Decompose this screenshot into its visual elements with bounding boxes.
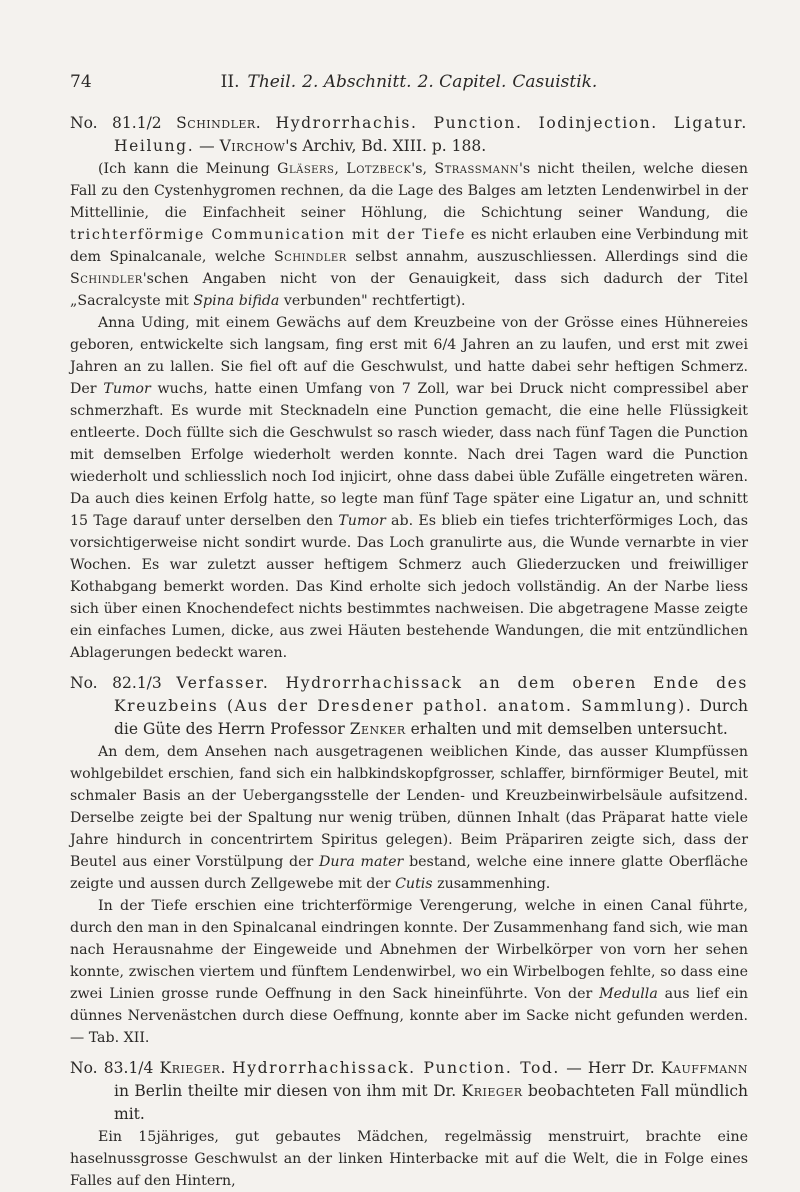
header-chapter: 2. Capitel. <box>417 72 507 92</box>
page-number: 74 <box>70 72 92 92</box>
case-reference: Durch die Güte des Herrn Professor Zenker erhalten und mit demselben untersucht. <box>114 697 748 738</box>
case-heading <box>70 112 748 158</box>
case-author: Schindler. <box>176 114 262 132</box>
case-title: Hydrorrhachissack. Punction. Tod. <box>232 1059 560 1077</box>
case-number-fraction: 1/2 <box>136 114 162 132</box>
running-header <box>70 72 748 96</box>
latin-term: Cutis <box>395 876 433 892</box>
reference-name: Zenker <box>349 720 406 738</box>
author-name: Schindler <box>273 249 347 265</box>
case-paragraph: (Ich kann die Meinung Gläsers, Lotzbeck's, Strassmann's nicht theilen, welche diesen Fall zu den Cystenhygromen rechnen, da die Lage des Balges am letzten Lendenwirbel in der Mittellinie, die Einfachheit seiner Höhlung, die Schichtung seiner Wandung, die trichterförmige Communication mit der Tiefe es nicht erlauben eine Verbindung mit dem Spinalcanale, welche Schindler selbst annahm, auszuschliessen. Allerdings sind die Schindler'schen Angaben nicht von der Genauigkeit, dass sich dadurch der Titel „Sacralcyste mit Spina bifida verbunden" rechtfertigt). <box>70 161 749 309</box>
case-entry-81 <box>70 112 748 664</box>
case-paragraph: Ein 15jähriges, gut gebautes Mädchen, regelmässig menstruirt, brachte eine haselnussgrosse Geschwulst an der linken Hinterbacke mit auf die Welt, die in Folge eines Falles auf den Hintern, <box>70 1129 748 1189</box>
header-section: 2. Abschnitt. <box>302 72 412 92</box>
case-paragraph: In der Tiefe erschien eine trichterförmige Verengerung, welche in einen Canal führte, durch den man in den Spinalcanal eindringen konnte. Der Zusammenhang fand sich, wie man nach Herausnahme der Eingeweide und Abnehmen der Wirbelkörper von vorn her sehen konnte, zwischen viertem und fünftem Lendenwirbel, wo ein Wirbelbogen fehlte, so dass eine zwei Linien grosse runde Oeffnung in den Sack hineinführte. Von der Medulla aus lief ein dünnes Nervenästchen durch diese Oeffnung, konnte aber im Sacke nicht gefunden werden. — Tab. XII. <box>70 898 748 1046</box>
case-number-fraction: 1/4 <box>128 1059 154 1077</box>
case-number: No. 82. <box>70 674 137 692</box>
header-theil: Theil. <box>247 72 297 92</box>
latin-term: Medulla <box>599 986 658 1002</box>
case-number-fraction: 1/3 <box>136 674 162 692</box>
author-name: Schindler <box>70 271 143 287</box>
case-heading <box>70 672 748 741</box>
case-entry-82 <box>70 672 748 1049</box>
header-topic: Casuistik. <box>512 72 598 92</box>
reference-name: Virchow <box>219 137 286 155</box>
author-name: Strassmann <box>434 161 520 177</box>
spaced-emphasis: trichterförmige Communication mit der Tiefe <box>70 227 467 243</box>
case-paragraph: An dem, dem Ansehen nach ausgetragenen weiblichen Kinde, das ausser Klumpfüssen wohlgebildet erschien, fand sich ein halbkindskopfgrosser, schlaffer, birnförmiger Beutel, mit schmaler Basis an der Uebergangsstelle der Lenden- und Kreuzbeinwirbelsäule aufsitzend. Derselbe zeigte bei der Spaltung nur wenig trüben, dünnen Inhalt (das Präparat hatte viele Jahre hindurch in concentrirtem Spiritus gelegen). Beim Präpariren zeigte sich, dass der Beutel aus einer Vorstülpung der Dura mater bestand, welche eine innere glatte Oberfläche zeigte und aussen durch Zellgewebe mit der Cutis zusammenhing. <box>70 744 749 892</box>
header-part: II. <box>220 72 240 92</box>
latin-term: Tumor <box>103 381 151 397</box>
case-paragraph: Anna Uding, mit einem Gewächs auf dem Kreuzbeine von der Grösse eines Hühnereies geboren, entwickelte sich langsam, fing erst mit 6/4 Jahren an zu laufen, und erst mit zwei Jahren an zu lallen. Sie fiel oft auf die Geschwulst, und hatte dabei sehr heftigen Schmerz. Der Tumor wuchs, hatte einen Umfang von 7 Zoll, war bei Druck nicht compressibel aber schmerzhaft. Es wurde mit Stecknadeln eine Punction gemacht, die eine helle Flüssigkeit entleerte. Doch füllte sich die Geschwulst so rasch wieder, dass nach fünf Tagen die Punction mit demselben Erfolge wiederholt werden konnte. Nach drei Tagen ward die Punction wiederholt und schliesslich noch Iod injicirt, ohne dass dabei üble Zufälle eingetreten wären. Da auch dies keinen Erfolg hatte, so legte man fünf Tage später eine Ligatur an, und schnitt 15 Tage darauf unter derselben den Tumor ab. Es blieb ein tiefes trichterförmiges Loch, das vorsichtigerweise nicht sondirt wurde. Das Loch granulirte aus, die Wunde vernarbte in vier Wochen. Es war zuletzt ausser heftigem Schmerz auch Gliederzucken und freiwilliger Kothabgang bemerkt worden. Das Kind erholte sich jedoch vollständig. An der Narbe liess sich über einen Knochendefect nichts bestimmtes nachweisen. Die abgetragene Masse zeigte ein einfaches Lumen, dicke, aus zwei Häuten bestehende Wandungen, die mit entzündlichen Ablagerungen bedeckt waren. <box>70 315 748 661</box>
reference-name: Krieger <box>461 1082 523 1100</box>
latin-term: Spina bifida <box>193 293 280 309</box>
running-title <box>70 72 748 92</box>
author-name: Lotzbeck <box>346 161 412 177</box>
case-title: Hydrorrhachis. Punction. Iodinjection. Ligatur. Heilung. <box>114 114 748 155</box>
latin-term: Dura mater <box>319 854 404 870</box>
case-reference: — Virchow's Archiv, Bd. XIII. p. 188. <box>199 137 487 155</box>
latin-term: Tumor <box>338 513 386 529</box>
case-entry-83 <box>70 1057 748 1192</box>
reference-name: Kauffmann <box>660 1059 748 1077</box>
case-number: No. 81. <box>70 114 137 132</box>
case-reference: — Herr Dr. Kauffmann in Berlin theilte mir diesen von ihm mit Dr. Krieger beobachteten Fall mündlich mit. <box>114 1059 749 1123</box>
case-title: Verfasser. Hydrorrhachissack an dem oberen Ende des Kreuzbeins (Aus der Dresdener pathol. anatom. Sammlung). <box>114 674 748 715</box>
case-number: No. 83. <box>70 1059 129 1077</box>
author-name: Gläsers <box>277 161 335 177</box>
case-heading <box>70 1057 748 1126</box>
case-author: Krieger. <box>159 1059 226 1077</box>
